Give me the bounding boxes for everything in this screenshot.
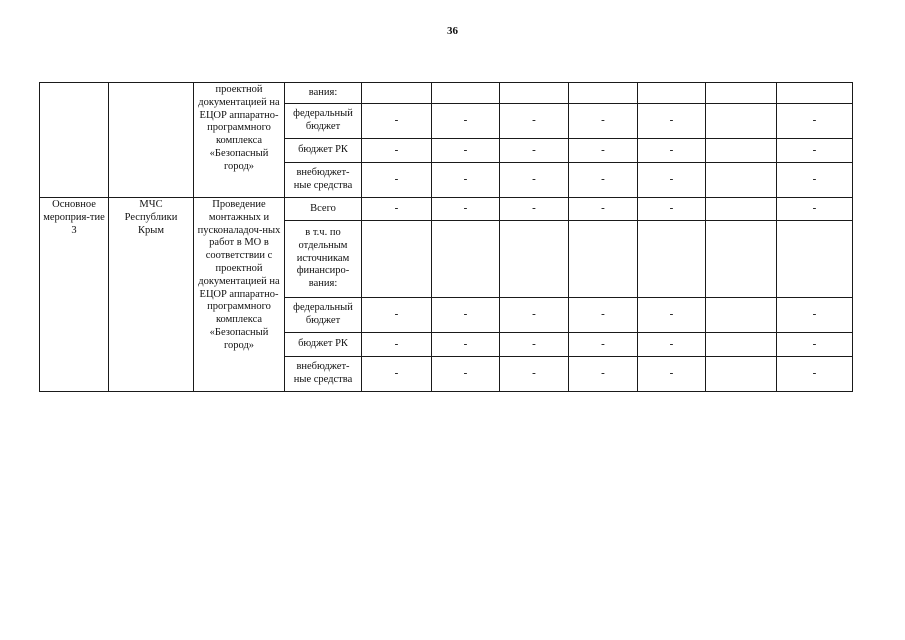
value-cell: - [500, 298, 569, 333]
measure-name-cell: Основное мероприя-тие 3 [40, 198, 109, 392]
funding-source-cell: в т.ч. по отдельным источникам финансиро-вания: [285, 221, 362, 298]
value-cell [362, 221, 432, 298]
funding-source-cell: бюджет РК [285, 333, 362, 357]
value-cell [569, 83, 638, 104]
value-cell [362, 83, 432, 104]
value-cell: - [432, 298, 500, 333]
value-cell: - [777, 139, 853, 163]
funding-source-cell: федеральный бюджет [285, 298, 362, 333]
value-cell [777, 83, 853, 104]
funding-source-cell: внебюджет-ные средства [285, 357, 362, 392]
value-cell: - [638, 139, 706, 163]
table-row [40, 198, 853, 221]
value-cell: - [777, 333, 853, 357]
value-cell: - [362, 163, 432, 198]
value-cell: - [500, 139, 569, 163]
value-cell [638, 83, 706, 104]
value-cell: - [362, 139, 432, 163]
value-cell: - [432, 104, 500, 139]
value-cell [432, 221, 500, 298]
value-cell: - [638, 298, 706, 333]
value-cell [706, 221, 777, 298]
value-cell: - [362, 357, 432, 392]
value-cell [706, 198, 777, 221]
measure-description-cell: проектной документацией на ЕЦОР аппаратно-программного комплекса «Безопасный город» [194, 83, 285, 198]
value-cell: - [569, 104, 638, 139]
table-row [40, 83, 853, 104]
value-cell: - [777, 298, 853, 333]
value-cell [638, 221, 706, 298]
value-cell [706, 298, 777, 333]
value-cell: - [777, 163, 853, 198]
value-cell: - [638, 357, 706, 392]
value-cell [777, 221, 853, 298]
value-cell: - [638, 104, 706, 139]
value-cell: - [569, 198, 638, 221]
value-cell: - [362, 298, 432, 333]
funding-source-cell: федеральный бюджет [285, 104, 362, 139]
value-cell [569, 221, 638, 298]
measure-name-cell [40, 83, 109, 198]
funding-source-cell: вания: [285, 83, 362, 104]
program-funding-table [39, 82, 853, 392]
value-cell [706, 357, 777, 392]
value-cell: - [362, 198, 432, 221]
value-cell: - [777, 198, 853, 221]
value-cell: - [500, 104, 569, 139]
value-cell [706, 163, 777, 198]
value-cell [500, 221, 569, 298]
funding-source-cell: бюджет РК [285, 139, 362, 163]
funding-source-cell: внебюджет-ные средства [285, 163, 362, 198]
value-cell: - [500, 163, 569, 198]
value-cell [706, 83, 777, 104]
value-cell: - [638, 333, 706, 357]
measure-description-cell: Проведение монтажных и пусконаладоч-ных работ в МО в соответствии с проектной документацией на ЕЦОР аппаратно-программного комплекса «Безопасный город» [194, 198, 285, 392]
value-cell: - [777, 104, 853, 139]
value-cell: - [777, 357, 853, 392]
value-cell [706, 333, 777, 357]
value-cell: - [569, 163, 638, 198]
value-cell [432, 83, 500, 104]
value-cell: - [569, 333, 638, 357]
value-cell: - [432, 198, 500, 221]
value-cell: - [638, 198, 706, 221]
executor-cell [109, 83, 194, 198]
value-cell: - [638, 163, 706, 198]
value-cell: - [500, 333, 569, 357]
value-cell: - [500, 198, 569, 221]
value-cell: - [432, 333, 500, 357]
value-cell: - [569, 298, 638, 333]
page-number: 36 [447, 25, 458, 37]
value-cell: - [569, 357, 638, 392]
value-cell: - [500, 357, 569, 392]
funding-source-cell: Всего [285, 198, 362, 221]
value-cell: - [362, 104, 432, 139]
value-cell: - [432, 139, 500, 163]
value-cell: - [362, 333, 432, 357]
value-cell [706, 139, 777, 163]
executor-cell: МЧС Республики Крым [109, 198, 194, 392]
value-cell: - [569, 139, 638, 163]
value-cell: - [432, 163, 500, 198]
value-cell [706, 104, 777, 139]
value-cell [500, 83, 569, 104]
value-cell: - [432, 357, 500, 392]
